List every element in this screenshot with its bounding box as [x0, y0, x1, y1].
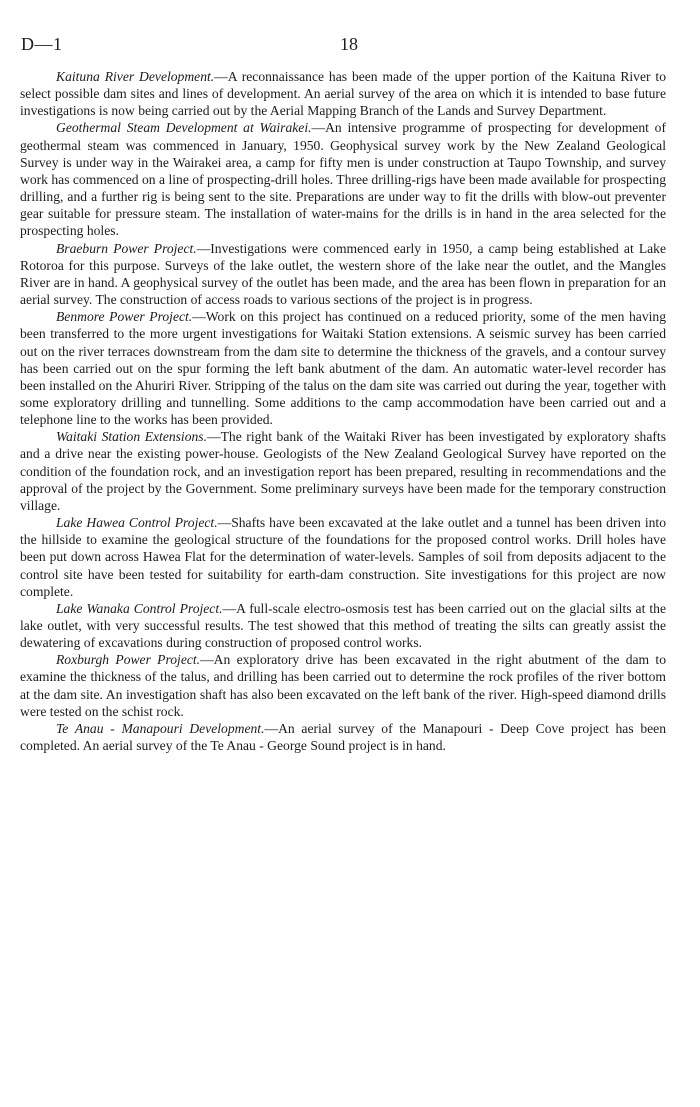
paragraph-title: Geothermal Steam Development at Wairakei. [56, 120, 312, 136]
paragraph-text: —An aerial survey of the Manapouri - Deep Cove project has been completed. An aerial survey of the Te Anau - George Sound project is in hand. [20, 720, 667, 754]
paragraph-title: Waitaki Station Extensions. [56, 429, 207, 445]
paragraph-title: Te Anau - Manapouri Development. [56, 720, 265, 736]
paragraph-braeburn-power [20, 240, 666, 309]
paragraph-title: Lake Wanaka Control Project. [56, 600, 223, 616]
paragraph-benmore-power [20, 308, 666, 428]
paragraph-lake-wanaka [20, 600, 666, 651]
paragraph-text: —A reconnaissance has been made of the upper portion of the Kaituna River to select possible dam sites and lines of development. An aerial survey of the area on which it is intended to base future investigations is now being carried out by the Aerial Mapping Branch of the Lands and Survey Department. [20, 69, 666, 119]
paragraph-text: —The right bank of the Waitaki River has been investigated by exploratory shafts and a drive near the existing power-house. Geologists of the New Zealand Geological Survey have reported on the condition of the foundation rock, and an investigation report has been prepared, resulting in recommendations and the approval of the project by the Government. Some preliminary surveys have been made for the temporary construction village. [20, 429, 666, 513]
paragraph-text: —Work on this project has continued on a reduced priority, some of the men having been transferred to the more urgent investigations for Waitaki Station extensions. A seismic survey has been carried out on the river terraces downstream from the dam site to determine the thickness of the gravels, and a contour survey has been carried out on the spur forming the left bank abutment of the dam. An automatic water-level recorder has been installed on the Ahuriri River. Stripping of the talus on the dam site was carried out during the year, together with some exploratory drilling and tunnelling. Some additions to the camp accommodation have been carried out and a telephone line to the works has been provided. [20, 309, 666, 428]
paragraph-title: Roxburgh Power Project. [56, 652, 201, 668]
paragraph-waitaki-station [20, 428, 666, 514]
paragraph-text: —Shafts have been excavated at the lake outlet and a tunnel has been driven into the hillside to examine the geological structure of the foundations for the proposed control works. Drill holes have been put down across Hawea Flat for the determination of water-levels. Samples of soil from deposits adjacent to the control site have been tested for suitability for earth-dam construction. Site investigations for this project are now complete. [20, 515, 666, 599]
paragraph-geothermal-steam [20, 119, 666, 239]
paragraph-roxburgh-power [20, 651, 666, 720]
paragraph-title: Braeburn Power Project. [56, 240, 197, 256]
paragraph-title: Lake Hawea Control Project. [56, 515, 218, 531]
paragraph-te-anau-manapouri [20, 720, 666, 754]
report-body [20, 68, 666, 754]
page-number: 18 [340, 34, 358, 54]
document-code: D—1 [21, 34, 63, 54]
paragraph-title: Kaituna River Development. [56, 69, 215, 84]
paragraph-kaituna-river [20, 68, 666, 119]
paragraph-text: —A full-scale electro-osmosis test has been carried out on the glacial silts at the lake outlet, with very successful results. The test showed that this method of treating the silts can greatly assist the dewatering of excavations during construction of proposed control works. [20, 600, 667, 651]
paragraph-text: —Investigations were commenced early in 1950, a camp being established at Lake Rotoroa for this purpose. Surveys of the lake outlet, the western shore of the lake near the outlet, and the Mangles River are in hand. A geophysical survey of the outlet has been made, and the area has been flown in preparation for an aerial survey. The construction of access roads to various sections of the project is in progress. [20, 240, 666, 308]
page-header [21, 34, 667, 58]
paragraph-text: —An exploratory drive has been excavated in the right abutment of the dam to examine the thickness of the talus, and drilling has been carried out to determine the rock profiles of the river bottom at the dam site. An investigation shaft has also been excavated on the left bank of the river. High-speed diamond drills were tested on the schist rock. [20, 652, 666, 719]
paragraph-lake-hawea [20, 514, 666, 600]
paragraph-title: Benmore Power Project. [56, 309, 193, 325]
paragraph-text: —An intensive programme of prospecting for development of geothermal steam was commenced in January, 1950. Geophysical survey work by the New Zealand Geological Survey is under way in the Wairakei area, a camp for fifty men is under construction at Taupo Township, and survey work has commenced on a line of prospecting-drill holes. Three drilling-rigs have been made available for prospecting drilling, and a further rig is being sent to the site. Preparations are under way to fit the drills with blow-out preventer gear suitable for pressure steam. The installation of water-mains for the drills is in hand in the area selected for the prospecting holes. [20, 120, 666, 239]
